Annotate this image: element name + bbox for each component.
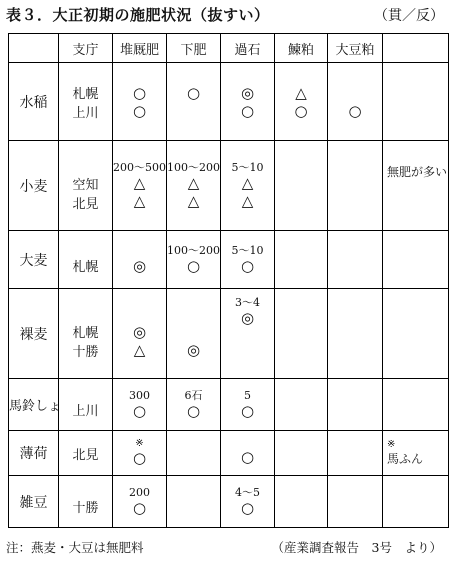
area-label: 北見 <box>72 196 99 212</box>
amount-label: 5 <box>244 388 251 402</box>
amount-label: 6石 <box>184 388 203 402</box>
area-label: 十勝 <box>59 476 113 528</box>
symbol-cell: ○ <box>132 401 147 420</box>
symbol-cell: ◎ <box>186 340 201 359</box>
amount-label: 300 <box>129 388 150 402</box>
symbol-cell: ○ <box>294 101 308 120</box>
symbol-cell: ◎ <box>132 256 147 275</box>
crop-hadakamugi: 裸麦 <box>9 289 59 379</box>
symbol-cell: △ <box>133 173 146 192</box>
amount-label: 200～500 <box>113 160 166 174</box>
table-row <box>9 476 449 528</box>
symbol-cell: △ <box>187 173 200 192</box>
symbol-cell: △ <box>133 191 146 210</box>
symbol-cell: ◎ <box>132 322 147 341</box>
symbol-cell: △ <box>133 340 146 359</box>
area-label: 上川 <box>72 105 99 121</box>
note-cell: 無肥が多い <box>383 141 449 231</box>
crop-zatsuzu: 雑豆 <box>9 476 59 528</box>
header-crop <box>9 34 59 63</box>
table-row <box>9 289 449 379</box>
symbol-cell: ○ <box>240 401 255 420</box>
amount-label: 5～10 <box>231 160 264 174</box>
crop-omugi: 大麦 <box>9 231 59 289</box>
header-row <box>9 34 449 63</box>
area-label: 十勝 <box>72 344 99 360</box>
symbol-cell: ○ <box>240 101 255 120</box>
crop-hakka: 薄荷 <box>9 431 59 476</box>
header-taikyuhi: 堆厩肥 <box>113 34 167 63</box>
symbol-cell: ○ <box>186 83 201 102</box>
symbol-cell: ○ <box>240 256 255 275</box>
header-area: 支庁 <box>59 34 113 63</box>
asterisk-mark: ※ <box>387 438 396 450</box>
source-note: （産業調査報告 3号 より） <box>271 540 442 555</box>
header-kaseki: 過石 <box>221 34 275 63</box>
symbol-cell: ○ <box>186 401 201 420</box>
area-label: 上川 <box>59 379 113 431</box>
symbol-cell: ○ <box>132 101 147 120</box>
header-daizukasu: 大豆粕 <box>328 34 383 63</box>
symbol-cell: △ <box>295 83 307 102</box>
crop-komugi: 小麦 <box>9 141 59 231</box>
symbol-cell: ○ <box>240 448 255 466</box>
area-label: 札幌 <box>59 231 113 289</box>
symbol-cell: ○ <box>132 449 147 467</box>
header-shimogoe: 下肥 <box>167 34 221 63</box>
amount-label: 100～200 <box>167 243 220 257</box>
footnote: 注：燕麦・大豆は無肥料 <box>6 540 144 555</box>
crop-suito: 水稲 <box>9 63 59 141</box>
symbol-cell: △ <box>241 191 254 210</box>
symbol-cell: ◎ <box>240 83 255 102</box>
symbol-cell: ○ <box>132 498 147 517</box>
symbol-cell: ○ <box>348 101 362 120</box>
crop-bareisho: 馬鈴しょ <box>9 379 59 431</box>
symbol-cell: ○ <box>240 498 255 517</box>
amount-label: 4～5 <box>235 485 260 499</box>
asterisk-mark: ※ <box>135 438 144 449</box>
area-label: 札幌 <box>72 86 99 102</box>
amount-label: 3～4 <box>235 296 260 309</box>
amount-label: 5～10 <box>231 243 264 257</box>
table-row <box>9 141 449 231</box>
table-row <box>9 63 449 141</box>
table-row <box>9 231 449 289</box>
amount-label: 200 <box>129 485 150 499</box>
symbol-cell: ○ <box>186 256 201 275</box>
table-row <box>9 379 449 431</box>
symbol-cell: ◎ <box>240 309 255 327</box>
header-note <box>383 34 449 63</box>
symbol-cell: ○ <box>132 83 147 102</box>
area-label: 札幌 <box>72 325 99 341</box>
amount-label: 100～200 <box>167 160 220 174</box>
symbol-cell: △ <box>187 191 200 210</box>
header-nishinkasu: 鰊粕 <box>275 34 328 63</box>
fertilizer-table <box>8 33 449 528</box>
area-label: 空知 <box>72 177 99 193</box>
table-row <box>9 431 449 476</box>
table-title: 表３．大正初期の施肥状況（抜すい） <box>6 6 270 24</box>
symbol-cell: △ <box>241 173 254 192</box>
unit-label: （貫／反） <box>374 8 444 24</box>
note-cell: 馬ふん <box>387 451 424 466</box>
area-label: 北見 <box>59 431 113 476</box>
